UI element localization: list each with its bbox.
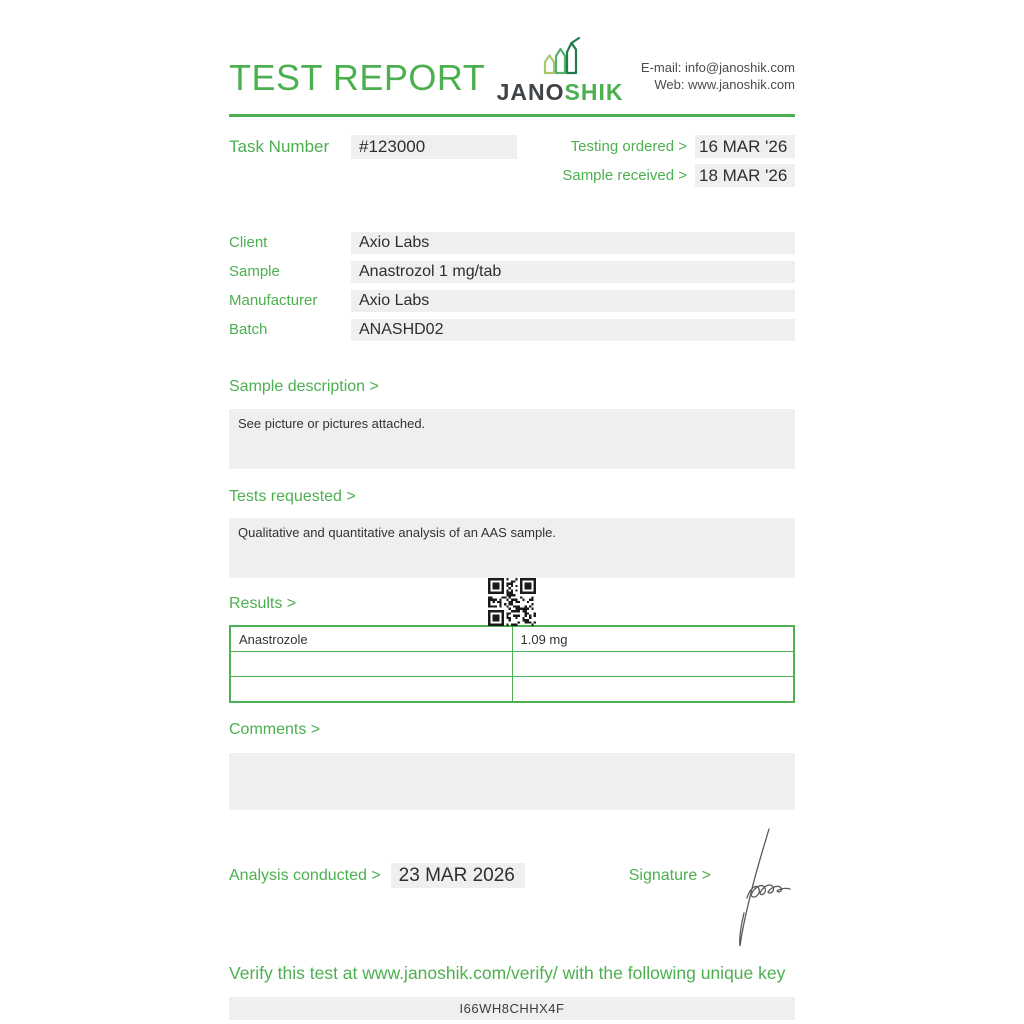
report-header: [229, 33, 795, 105]
task-and-dates: [229, 135, 795, 193]
brand-name: [497, 81, 624, 103]
analysis-conducted-label: Analysis conducted >: [229, 866, 381, 884]
analysis-conducted-value: 23 MAR 2026: [391, 863, 525, 888]
test-report-page: [229, 0, 795, 1020]
client-value: Axio Labs: [351, 232, 795, 254]
header-divider: [229, 114, 795, 117]
tests-requested-text: Qualitative and quantitative analysis of an AAS sample.: [238, 525, 556, 540]
task-number-row: [229, 135, 517, 159]
contact-web: Web: www.janoshik.com: [654, 77, 795, 92]
unique-key-value: I66WH8CHHX4F: [459, 1001, 565, 1016]
result-substance: [230, 677, 512, 703]
manufacturer-value: Axio Labs: [351, 290, 795, 312]
results-row: [230, 626, 794, 652]
analysis-signature-row: [229, 863, 795, 888]
sample-description-text: See picture or pictures attached.: [238, 416, 426, 431]
task-number-value: #123000: [351, 135, 517, 159]
detail-row-batch: [229, 319, 795, 341]
results-heading: Results >: [229, 595, 297, 612]
sample-description-heading: Sample description >: [229, 378, 379, 395]
manufacturer-label: Manufacturer: [229, 292, 318, 309]
contact-email: E-mail: info@janoshik.com: [640, 60, 795, 75]
results-row: [230, 652, 794, 677]
results-table: [229, 625, 795, 703]
sample-description-box: [229, 409, 795, 469]
task-number-label: Task Number: [229, 137, 330, 156]
results-section: [229, 578, 795, 703]
result-substance: [230, 652, 512, 677]
result-amount: [512, 677, 794, 703]
detail-row-sample: [229, 261, 795, 283]
detail-row-manufacturer: [229, 290, 795, 312]
result-substance: Anastrozole: [230, 626, 512, 652]
sample-details: [229, 232, 795, 341]
brand-logo: [497, 36, 624, 103]
tests-requested-box: [229, 518, 795, 578]
analysis-conducted-row: [229, 863, 525, 888]
brand-name-green: SHIK: [564, 79, 624, 105]
result-amount: [512, 652, 794, 677]
detail-row-client: [229, 232, 795, 254]
testing-ordered-label: Testing ordered >: [570, 138, 687, 155]
dates-block: [562, 135, 795, 193]
results-row: [230, 677, 794, 703]
testing-ordered-row: [562, 135, 795, 158]
page-title: TEST REPORT: [229, 57, 486, 98]
comments-heading: Comments >: [229, 721, 321, 738]
sample-received-value: 18 MAR '26: [695, 164, 795, 187]
batch-value: ANASHD02: [351, 319, 795, 341]
comments-box: [229, 753, 795, 810]
verify-instruction: Verify this test at www.janoshik.com/verify/ with the following unique key: [229, 963, 786, 983]
sample-value: Anastrozol 1 mg/tab: [351, 261, 795, 283]
sample-received-row: [562, 164, 795, 187]
sample-received-label: Sample received >: [562, 167, 687, 184]
result-amount: 1.09 mg: [512, 626, 794, 652]
qr-code: [488, 578, 536, 626]
batch-label: Batch: [229, 321, 268, 338]
tests-requested-heading: Tests requested >: [229, 488, 356, 505]
handwritten-signature-icon: [717, 825, 795, 955]
testing-ordered-value: 16 MAR '26: [695, 135, 795, 158]
growth-chart-icon: [538, 63, 582, 80]
signature-row: [629, 867, 711, 885]
contact-info: [641, 59, 795, 93]
unique-key-box: [229, 997, 795, 1020]
signature-label: Signature >: [628, 866, 711, 884]
client-label: Client: [229, 234, 268, 251]
sample-label: Sample: [229, 263, 280, 280]
brand-name-dark: JANO: [496, 79, 565, 105]
